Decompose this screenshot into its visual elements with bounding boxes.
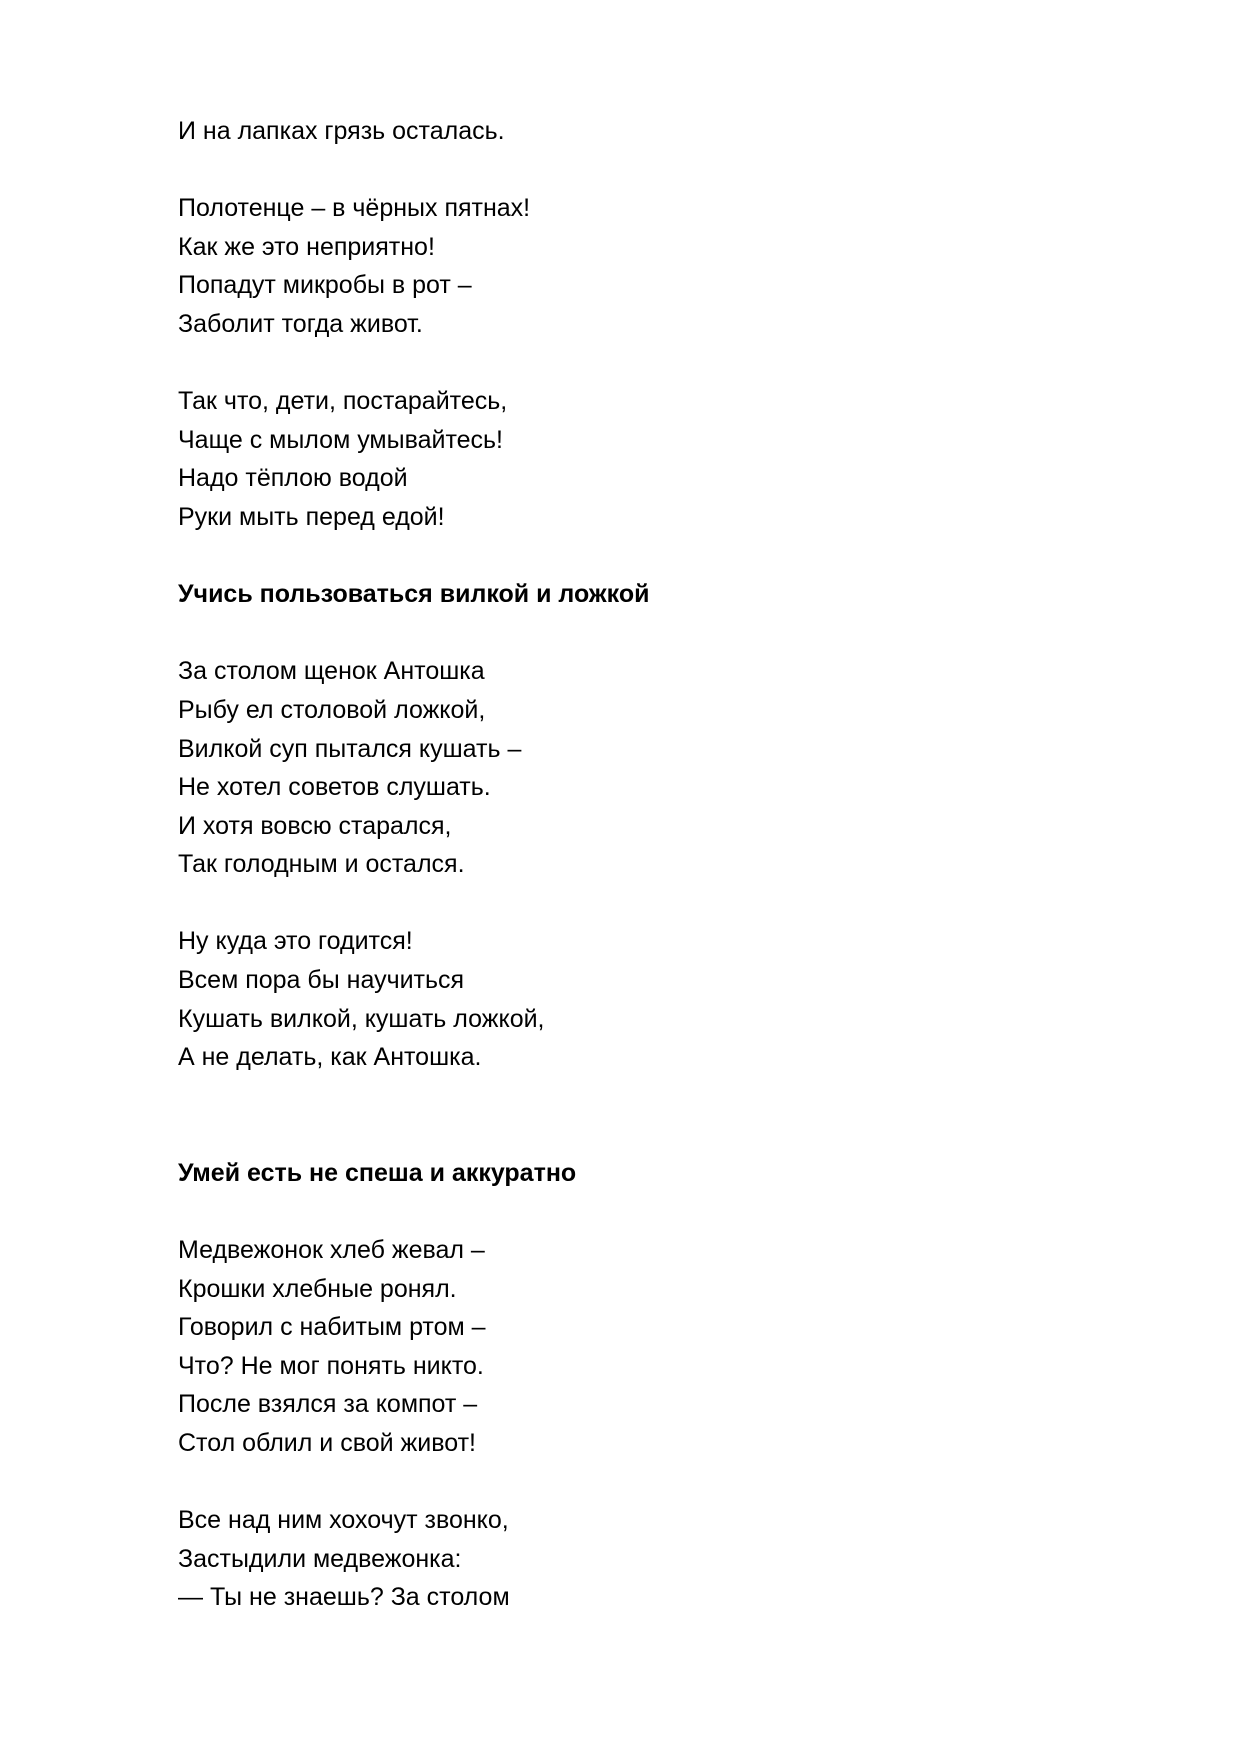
poem-line: Полотенце – в чёрных пятнах! [178, 194, 531, 223]
poem-line: Как же это неприятно! [178, 232, 435, 261]
poem-line: — Ты не знаешь? За столом [178, 1583, 510, 1612]
poem-line: Говорил с набитым ртом – [178, 1313, 486, 1342]
stanza-laugh [178, 1501, 1178, 1617]
stanza-gap [178, 1463, 1178, 1502]
section-gap [178, 1077, 1178, 1154]
poem-line: Что? Не мог понять никто. [178, 1351, 484, 1380]
poem-line: Руки мыть перед едой! [178, 502, 445, 531]
poem-line: Так голодным и остался. [178, 850, 465, 879]
poem-title: Учись пользоваться вилкой и ложкой [178, 580, 650, 609]
poem-line: Вилкой суп пытался кушать – [178, 734, 522, 763]
poem-line: Так что, дети, постарайтесь, [178, 387, 508, 416]
stanza-gap [178, 614, 1178, 653]
poem-line: Кушать вилкой, кушать ложкой, [178, 1004, 545, 1033]
stanza-gap [178, 537, 1178, 576]
stanza-gap [178, 344, 1178, 383]
stanza-gap [178, 884, 1178, 923]
poem-line: Чаще с мылом умывайтесь! [178, 425, 503, 454]
poem-line: И на лапках грязь осталась. [178, 117, 505, 145]
stanza-learn [178, 922, 1178, 1076]
poem-line: Ну куда это годится! [178, 927, 413, 956]
poem-line: Крошки хлебные ронял. [178, 1274, 457, 1303]
poem-line: А не делать, как Антошка. [178, 1043, 482, 1072]
poem-line: После взялся за компот – [178, 1390, 478, 1419]
stanza-gap [178, 1192, 1178, 1231]
poem-line: За столом щенок Антошка [178, 657, 485, 686]
poem-line: Всем пора бы научиться [178, 966, 465, 995]
poem-line: Не хотел советов слушать. [178, 773, 491, 802]
stanza-antoshka [178, 652, 1178, 884]
stanza-intro [178, 112, 1178, 151]
poem-line: И хотя вовсю старался, [178, 811, 452, 840]
stanza-bear [178, 1231, 1178, 1463]
poem-line: Рыбу ел столовой ложкой, [178, 695, 486, 724]
stanza-wash [178, 382, 1178, 536]
poem-line: Застыдили медвежонка: [178, 1544, 462, 1573]
poem-line: Надо тёплою водой [178, 464, 408, 493]
poem-line: Попадут микробы в рот – [178, 271, 472, 300]
poem-line: Медвежонок хлеб жевал – [178, 1236, 485, 1265]
stanza-towel [178, 189, 1178, 343]
stanza-gap [178, 151, 1178, 190]
poem-line: Все над ним хохочут звонко, [178, 1506, 509, 1535]
poem-line: Стол облил и свой живот! [178, 1429, 476, 1457]
poem-line: Заболит тогда живот. [178, 309, 423, 338]
poem-title: Умей есть не спеша и аккуратно [178, 1158, 577, 1187]
document-page [178, 112, 1178, 1617]
